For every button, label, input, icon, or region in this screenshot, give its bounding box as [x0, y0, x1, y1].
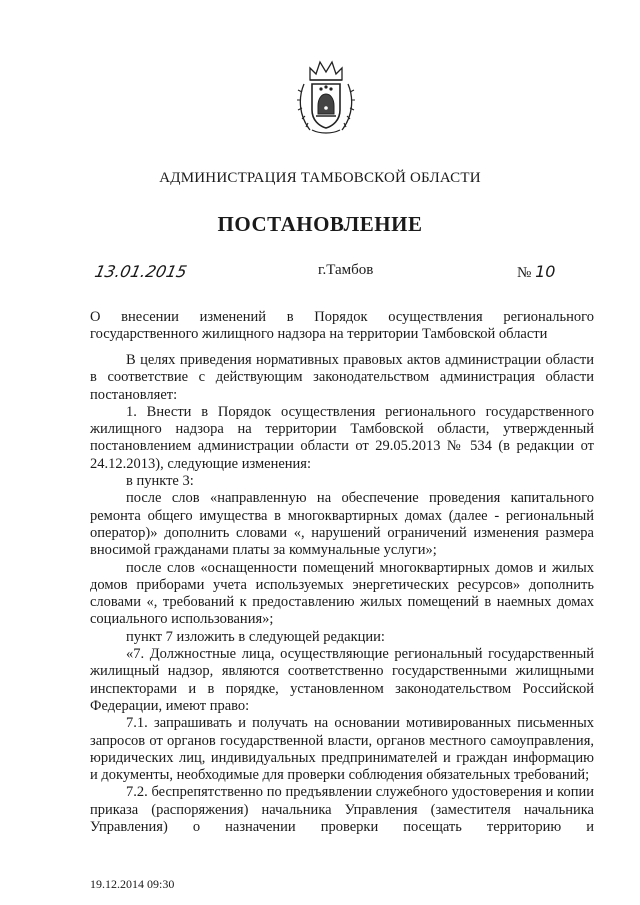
document-date: 13.01.2015	[92, 262, 189, 281]
body-paragraph: в пункте 3:	[126, 473, 194, 490]
subject-line-2: государственного жилищного надзора на территории Тамбовской области	[90, 326, 548, 342]
tambov-coat-of-arms-emblem	[296, 58, 356, 138]
number-value: 10	[535, 262, 556, 281]
footer-timestamp: 19.12.2014 09:30	[90, 877, 175, 891]
document-city: г.Тамбов	[318, 262, 374, 278]
body-paragraph: 7.1. запрашивать и получать на основании мотивированных письменных запросов от органов государственной власти, органов местного самоуправления, юридических лиц, индивидуальных предпринимателей и граждан информацию и документы, необходимые для проверки соблюдения обязательных требований;	[90, 715, 594, 784]
body-paragraph: после слов «направленную на обеспечение проведения капитального ремонта общего имущества в многоквартирных домах (далее - региональный оператор)» дополнить словами «, нарушений ограничений изменения размера вносимой гражданами платы за коммунальные услуги»;	[90, 490, 594, 559]
document-type-title: ПОСТАНОВЛЕНИЕ	[217, 212, 423, 236]
document-subject	[90, 309, 594, 343]
body-paragraph: после слов «оснащенности помещений многоквартирных домов и жилых домов приборами учета используемых энергетических ресурсов» дополнить словами «, требований к предоставлению жилых помещений в наемных домах социального использования»;	[90, 559, 594, 628]
body-paragraph: «7. Должностные лица, осуществляющие региональный государственный жилищный надзор, являются соответственно государственными жилищными инспекторами и в порядке, установленном законодательством Российской Федерации, имеют право:	[90, 646, 594, 714]
subject-line-1: О внесении изменений в Порядок осуществления регионального	[90, 309, 594, 325]
body-paragraph: 7.2. беспрепятственно по предъявлении служебного удостоверения и копии приказа (распоряжения) начальника Управления (заместителя начальника Управления) о назначении проверки посещать территорию и	[90, 784, 594, 836]
organization-name: АДМИНИСТРАЦИЯ ТАМБОВСКОЙ ОБЛАСТИ	[159, 170, 481, 186]
document-body	[90, 352, 594, 836]
body-paragraph: 1. Внести в Порядок осуществления регионального государственного жилищного надзора на территории Тамбовской области, утвержденный постановлением администрации области от 29.05.2013 № 534 (в редакции от 24.12.2013), следующие изменения:	[90, 403, 594, 472]
body-paragraph: В целях приведения нормативных правовых актов администрации области в соответствие с действующим законодательством администрация области постановляет:	[90, 352, 594, 403]
body-paragraph: пункт 7 изложить в следующей редакции:	[126, 628, 385, 645]
document-number	[517, 262, 555, 282]
number-label: №	[517, 265, 532, 281]
